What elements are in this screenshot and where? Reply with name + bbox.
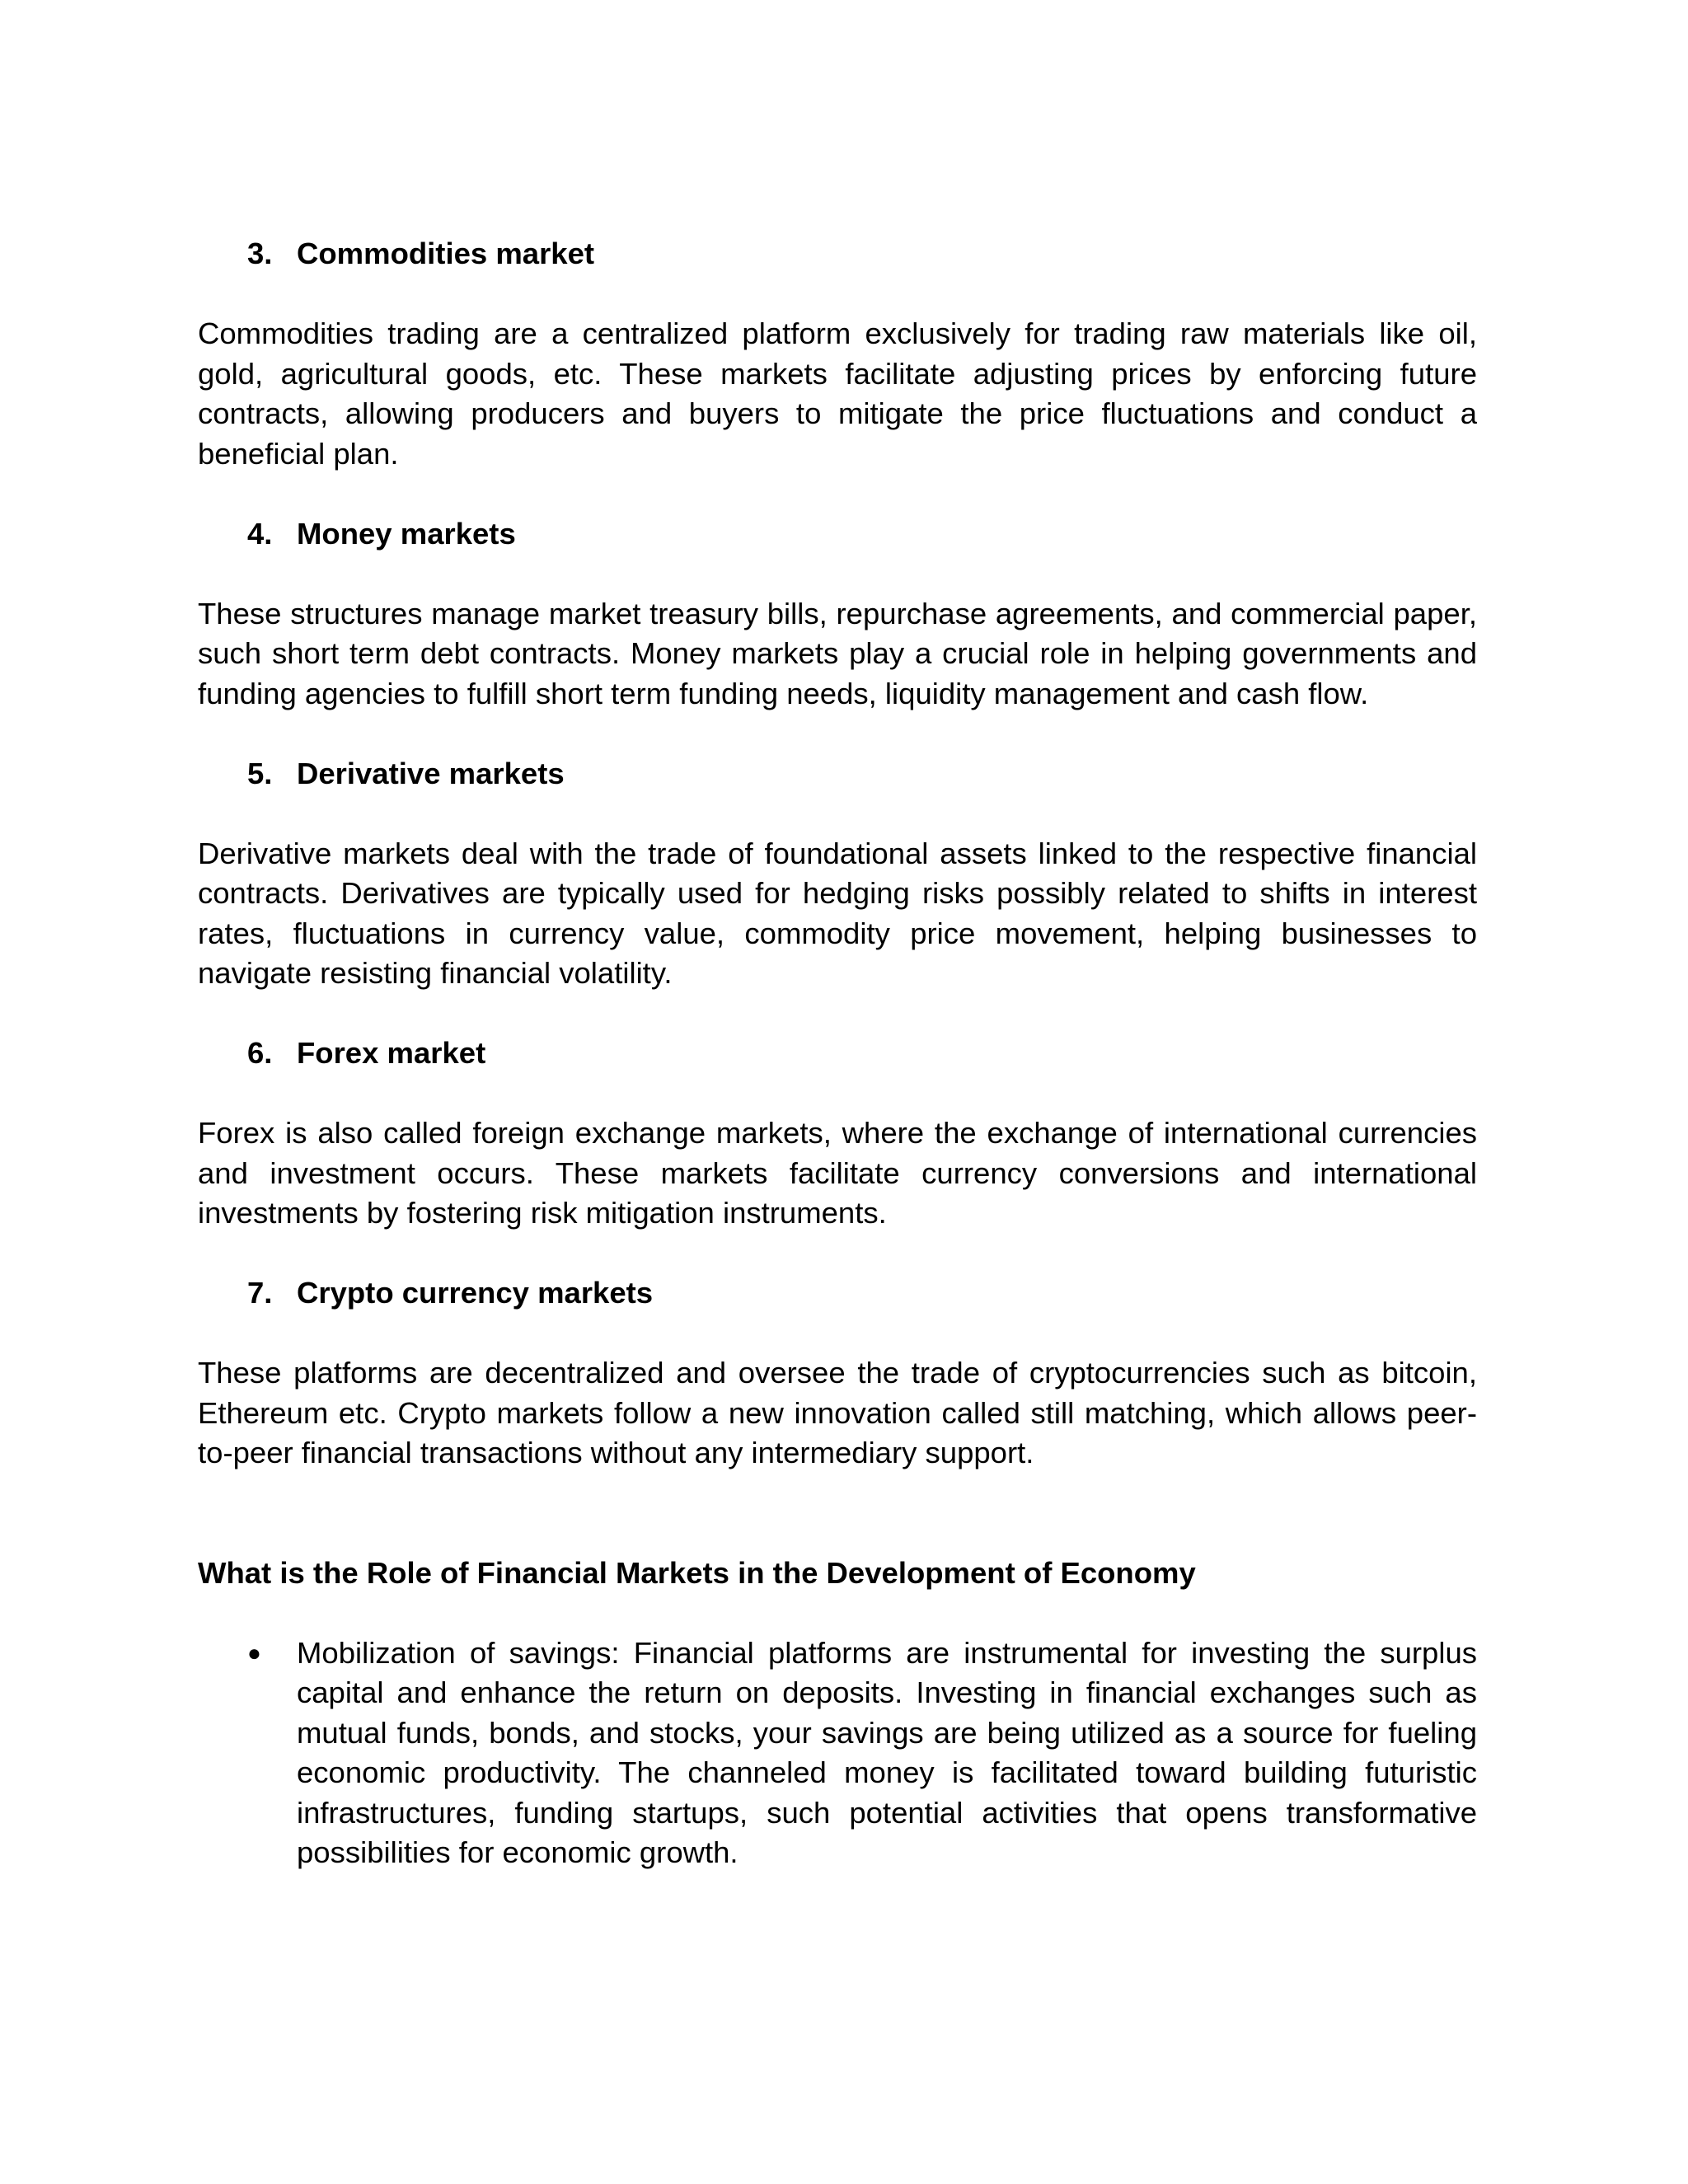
section-heading-money-markets (198, 514, 1477, 555)
section-title: Commodities market (297, 237, 595, 270)
section-title: Forex market (297, 1036, 486, 1070)
section-heading-commodities (198, 234, 1477, 274)
section-title: Crypto currency markets (297, 1276, 654, 1310)
section-title: Money markets (297, 516, 516, 551)
section-number: 6. (247, 1036, 273, 1070)
page-content (198, 234, 1477, 1873)
section-heading-crypto-markets (198, 1273, 1477, 1314)
section-heading-forex-market (198, 1033, 1477, 1074)
section-number: 5. (247, 756, 273, 790)
bullet-text: Mobilization of savings: Financial platforms are instrumental for investing the surplus capital and enhance the return on deposits. Investing in financial exchanges such as mutual funds, bonds, and stocks, your savings are being utilized as a source for fueling economic productivity. The channeled money is facilitated toward building futuristic infrastructures, funding startups, such potential activities that opens transformative possibilities for economic growth. (297, 1635, 1477, 1869)
section-number: 3. (247, 237, 273, 270)
section-body-forex-market: Forex is also called foreign exchange markets, where the exchange of international currencies and investment occurs. These markets facilitate currency conversions and international investments by fostering risk mitigation instruments. (198, 1116, 1477, 1230)
section-body-commodities: Commodities trading are a centralized platform exclusively for trading raw materials like oil, gold, agricultural goods, etc. These markets facilitate adjusting prices by enforcing future contracts, allowing producers and buyers to mitigate the price fluctuations and conduct a beneficial plan. (198, 316, 1477, 471)
bullet-marker: ● (247, 1639, 261, 1666)
section-number: 4. (247, 516, 273, 551)
section-body-derivative-markets: Derivative markets deal with the trade of foundational assets linked to the respective financial contracts. Derivatives are typically used for hedging risks possibly related to shifts in interest rates, fluctuations in currency value, commodity price movement, helping businesses to navigate resisting financial volatility. (198, 836, 1477, 990)
role-section-heading: What is the Role of Financial Markets in the Development of Economy (198, 1555, 1196, 1590)
section-number: 7. (247, 1276, 273, 1310)
bullet-item (198, 1633, 1477, 1873)
section-heading-derivative-markets (198, 754, 1477, 794)
section-body-money-markets: These structures manage market treasury bills, repurchase agreements, and commercial paper, such short term debt contracts. Money markets play a crucial role in helping governments and funding agencies to fulfill short term funding needs, liquidity management and cash flow. (198, 596, 1477, 710)
section-body-crypto-markets: These platforms are decentralized and oversee the trade of cryptocurrencies such as bitcoin, Ethereum etc. Crypto markets follow a new innovation called still matching, which allows peer-to-peer financial transactions without any intermediary support. (198, 1356, 1477, 1469)
section-title: Derivative markets (297, 756, 565, 790)
